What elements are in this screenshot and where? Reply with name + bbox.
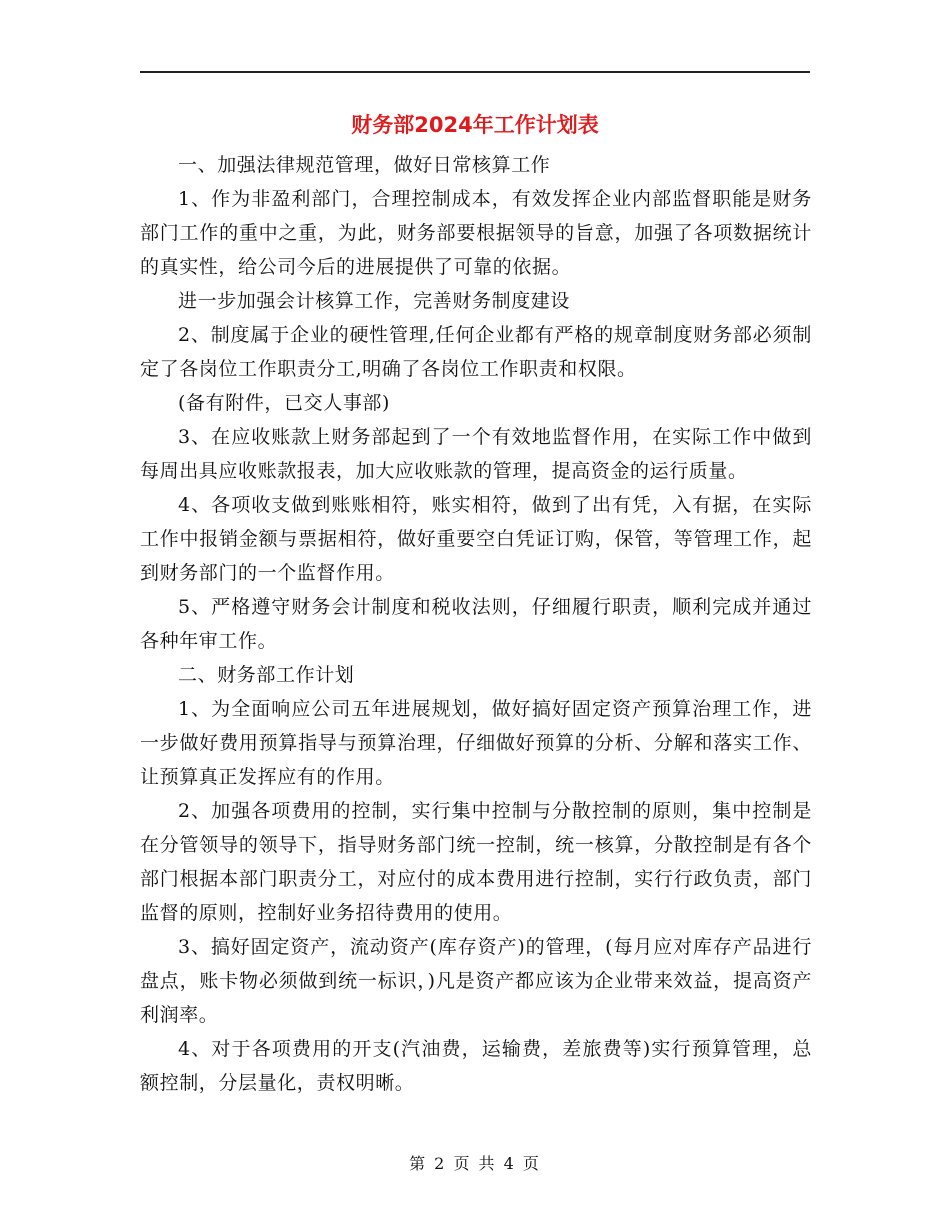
- paragraph: 5、严格遵守财务会计制度和税收法则，仔细履行职责，顺利完成并通过各种年审工作。: [140, 596, 812, 652]
- note: (备有附件，已交人事部): [178, 392, 391, 414]
- subheading: 进一步加强会计核算工作，完善财务制度建设: [178, 290, 571, 312]
- document-body: [140, 148, 812, 1100]
- paragraph: 3、搞好固定资产，流动资产(库存资产)的管理，(每月应对库存产品进行盘点，账卡物必须做到统一标识，)凡是资产都应该为企业带来效益，提高资产利润率。: [140, 936, 812, 1026]
- paragraph: 3、在应收账款上财务部起到了一个有效地监督作用，在实际工作中做到每周出具应收账款报表，加大应收账款的管理，提高资金的运行质量。: [140, 426, 812, 482]
- page-footer: 第 2 页 共 4 页: [409, 1154, 541, 1173]
- header-rule: [140, 71, 810, 73]
- section-heading-2: 二、财务部工作计划: [178, 664, 355, 686]
- paragraph: 2、加强各项费用的控制，实行集中控制与分散控制的原则，集中控制是在分管领导的领导下，指导财务部门统一控制，统一核算，分散控制是有各个部门根据本部门职责分工，对应付的成本费用进行控制，实行行政负责，部门监督的原则，控制好业务招待费用的使用。: [140, 800, 812, 924]
- paragraph: 4、对于各项费用的开支(汽油费，运输费，差旅费等)实行预算管理，总额控制，分层量化，责权明晰。: [140, 1038, 812, 1094]
- document-title: 财务部2024年工作计划表: [351, 113, 599, 137]
- section-heading-1: 一、加强法律规范管理，做好日常核算工作: [178, 154, 551, 176]
- paragraph: 4、各项收支做到账账相符，账实相符，做到了出有凭，入有据，在实际工作中报销金额与票据相符，做好重要空白凭证订购，保管，等管理工作，起到财务部门的一个监督作用。: [140, 494, 812, 584]
- paragraph: 2、制度属于企业的硬性管理,任何企业都有严格的规章制度财务部必须制定了各岗位工作职责分工,明确了各岗位工作职责和权限。: [140, 324, 812, 380]
- paragraph: 1、为全面响应公司五年进展规划，做好搞好固定资产预算治理工作，进一步做好费用预算指导与预算治理，仔细做好预算的分析、分解和落实工作、让预算真正发挥应有的作用。: [140, 698, 812, 788]
- paragraph: 1、作为非盈利部门，合理控制成本，有效发挥企业内部监督职能是财务部门工作的重中之重，为此，财务部要根据领导的旨意，加强了各项数据统计的真实性，给公司今后的进展提供了可靠的依据。: [140, 188, 812, 278]
